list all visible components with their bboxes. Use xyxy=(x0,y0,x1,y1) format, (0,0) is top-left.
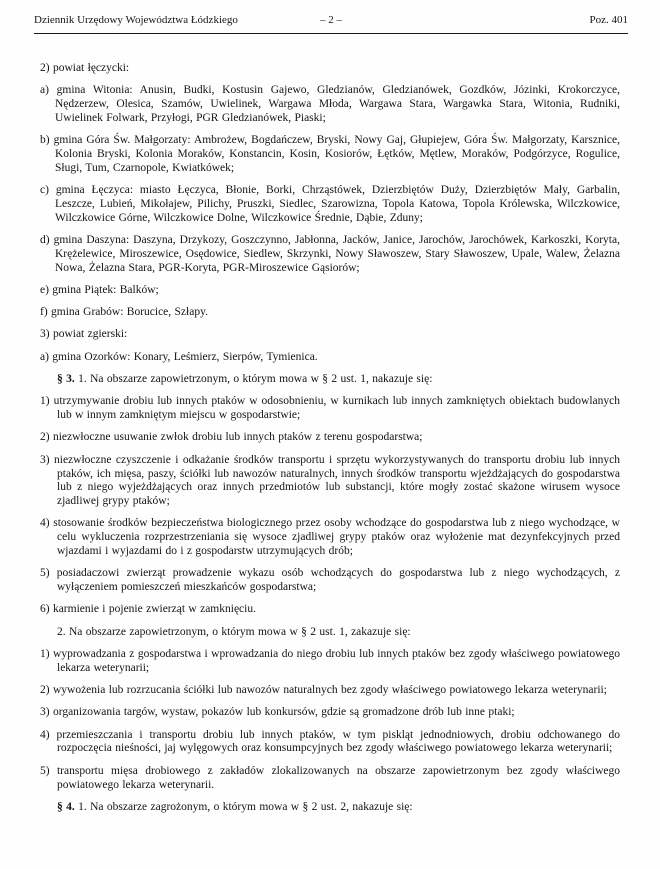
paragraph-section-3 xyxy=(40,373,620,387)
section-3-text: 1. Na obszarze zapowietrzonym, o którym mowa w § 2 ust. 1, nakazuje się: xyxy=(74,373,433,386)
paragraph-gmina-grabow: f) gmina Grabów: Borucice, Szłapy. xyxy=(40,306,208,319)
paragraph-nakaz-1: 1) utrzymywanie drobiu lub innych ptaków w odosobnieniu, w kurnikach lub innych zamkniętych obiektach budowlanych lub w innym zamkniętym miejscu w gospodarstwie; xyxy=(40,395,620,422)
journal-title: Dziennik Urzędowy Województwa Łódzkiego xyxy=(34,14,238,26)
paragraph-nakaz-2: 2) niezwłoczne usuwanie zwłok drobiu lub innych ptaków z terenu gospodarstwa; xyxy=(40,431,423,444)
section-3-marker: § 3. xyxy=(57,373,75,386)
paragraph-nakaz-3: 3) niezwłoczne czyszczenie i odkażanie środków transportu i sprzętu wykorzystywanych do transportu drobiu lub innych ptaków, ich mięsa, paszy, ściółki lub nawozów naturalnych, innych środków transportu wjeżdżających do gospodarstwa lub z niego wyjeżdżających oraz innych przedmiotów lub substancji, które mogły zostać skażone wirusem wysoce zjadliwej grypy ptaków; xyxy=(40,453,620,508)
paragraph-gmina-leczyca: c) gmina Łęczyca: miasto Łęczyca, Błonie, Borki, Chrząstówek, Dzierzbiętów Duży, Dzierzbiętów Mały, Garbalin, Leszcze, Lubień, Mikołajew, Pilichy, Pruszki, Siedlec, Szarowizna, Topola Katowa, Topola Królewska, Wilczkowice, Wilczkowice Górne, Wilczkowice Dolne, Wilczkowice Średnie, Dąbie, Zduny; xyxy=(40,184,620,224)
page-header xyxy=(34,14,628,34)
paragraph-gmina-daszyna: d) gmina Daszyna: Daszyna, Drzykozy, Goszczynno, Jabłonna, Jacków, Janice, Jarochów, Jarochówek, Karkoszki, Koryta, Krężelewice, Miroszewice, Osędowice, Siedlew, Skrzynki, Nowy Sławoszew, Stary Sławoszew, Upale, Walew, Żelazna Nowa, Żelazna Stara, PGR-Koryta, PGR-Miroszewice Gąsiorów; xyxy=(40,233,620,274)
paragraph-nakaz-6: 6) karmienie i pojenie zwierząt w zamknięciu. xyxy=(40,603,256,616)
paragraph-section-4 xyxy=(40,801,620,815)
paragraph-gmina-piatek: e) gmina Piątek: Balków; xyxy=(40,283,159,296)
paragraph-zakaz-2: 2) wywożenia lub rozrzucania ściółki lub nawozów naturalnych bez zgody właściwego powiatowego lekarza weterynarii; xyxy=(40,684,607,697)
section-4-text: 1. Na obszarze zagrożonym, o którym mowa w § 2 ust. 2, nakazuje się: xyxy=(74,800,413,813)
paragraph-nakaz-4: 4) stosowanie środków bezpieczeństwa biologicznego przez osoby wchodzące do gospodarstwa lub z niego wychodzące, w celu wykluczenia rozprzestrzeniania się wysoce zjadliwej grypy ptaków oraz wyłożenie mat dezynfekcyjnych przed wjazdami i wyjazdami do i z gospodarstw utrzymujących drób; xyxy=(40,517,620,558)
paragraph-powiat-leczycki: 2) powiat łęczycki: xyxy=(40,62,130,74)
position-number: Poz. 401 xyxy=(589,14,628,26)
paragraph-gmina-ozorkow: a) gmina Ozorków: Konary, Leśmierz, Sierpów, Tymienica. xyxy=(40,350,318,363)
paragraph-powiat-zgierski: 3) powiat zgierski: xyxy=(40,328,128,341)
paragraph-zakaz-1: 1) wyprowadzania z gospodarstwa i wprowadzania do niego drobiu lub innych ptaków bez zgody właściwego powiatowego lekarza weterynarii; xyxy=(40,648,620,674)
paragraph-section-3-ust-2: 2. Na obszarze zapowietrzonym, o którym mowa w § 2 ust. 1, zakazuje się: xyxy=(57,625,411,638)
paragraph-gmina-gora-sw-malgorzaty: b) gmina Góra Św. Małgorzaty: Ambrożew, Bogdańczew, Bryski, Nowy Gaj, Głupiejew, Góra Św. Małgorzaty, Karsznice, Kolonia Bryski, Kolonia Moraków, Konstancin, Kosin, Kosiorów, Łętków, Mętlew, Moraków, Podgórzyce, Rogulice, Sługi, Tum, Czarnopole, Kwiatkówek; xyxy=(40,134,620,174)
section-4-marker: § 4. xyxy=(57,800,75,813)
paragraph-zakaz-5: 5) transportu mięsa drobiowego z zakładów zlokalizowanych na obszarze zapowietrzonym bez zgody właściwego powiatowego lekarza weterynarii. xyxy=(40,764,620,791)
paragraph-zakaz-3: 3) organizowania targów, wystaw, pokazów lub konkursów, gdzie są gromadzone drób lub inne ptaki; xyxy=(40,706,515,719)
document-body xyxy=(40,62,620,815)
page-number: – 2 – xyxy=(320,14,342,26)
paragraph-zakaz-4: 4) przemieszczania i transportu drobiu lub innych ptaków, w tym piskląt jednodniowych, drobiu odchowanego do rozpoczęcia nieśności, jaj wylęgowych oraz konsumpcyjnych bez zgody właściwego powiatowego lekarza weterynarii; xyxy=(40,728,620,755)
paragraph-gmina-witonia: a) gmina Witonia: Anusin, Budki, Kostusin Gajewo, Gledzianów, Gledzianówek, Gozdków, Józinki, Krokorczyce, Nędzerzew, Olesica, Szamów, Uwielinek, Wargawa Młoda, Wargawa Stara, Wargawka Stara, Witonia, Rudniki, Uwielinek Folwark, Przyłogi, PGR Gledzianówek, Piaski; xyxy=(40,84,620,124)
paragraph-nakaz-5: 5) posiadaczowi zwierząt prowadzenie wykazu osób wchodzących do gospodarstwa lub z niego wychodzących, z wyłączeniem pomieszczeń mieszkańców gospodarstwa; xyxy=(40,567,620,594)
